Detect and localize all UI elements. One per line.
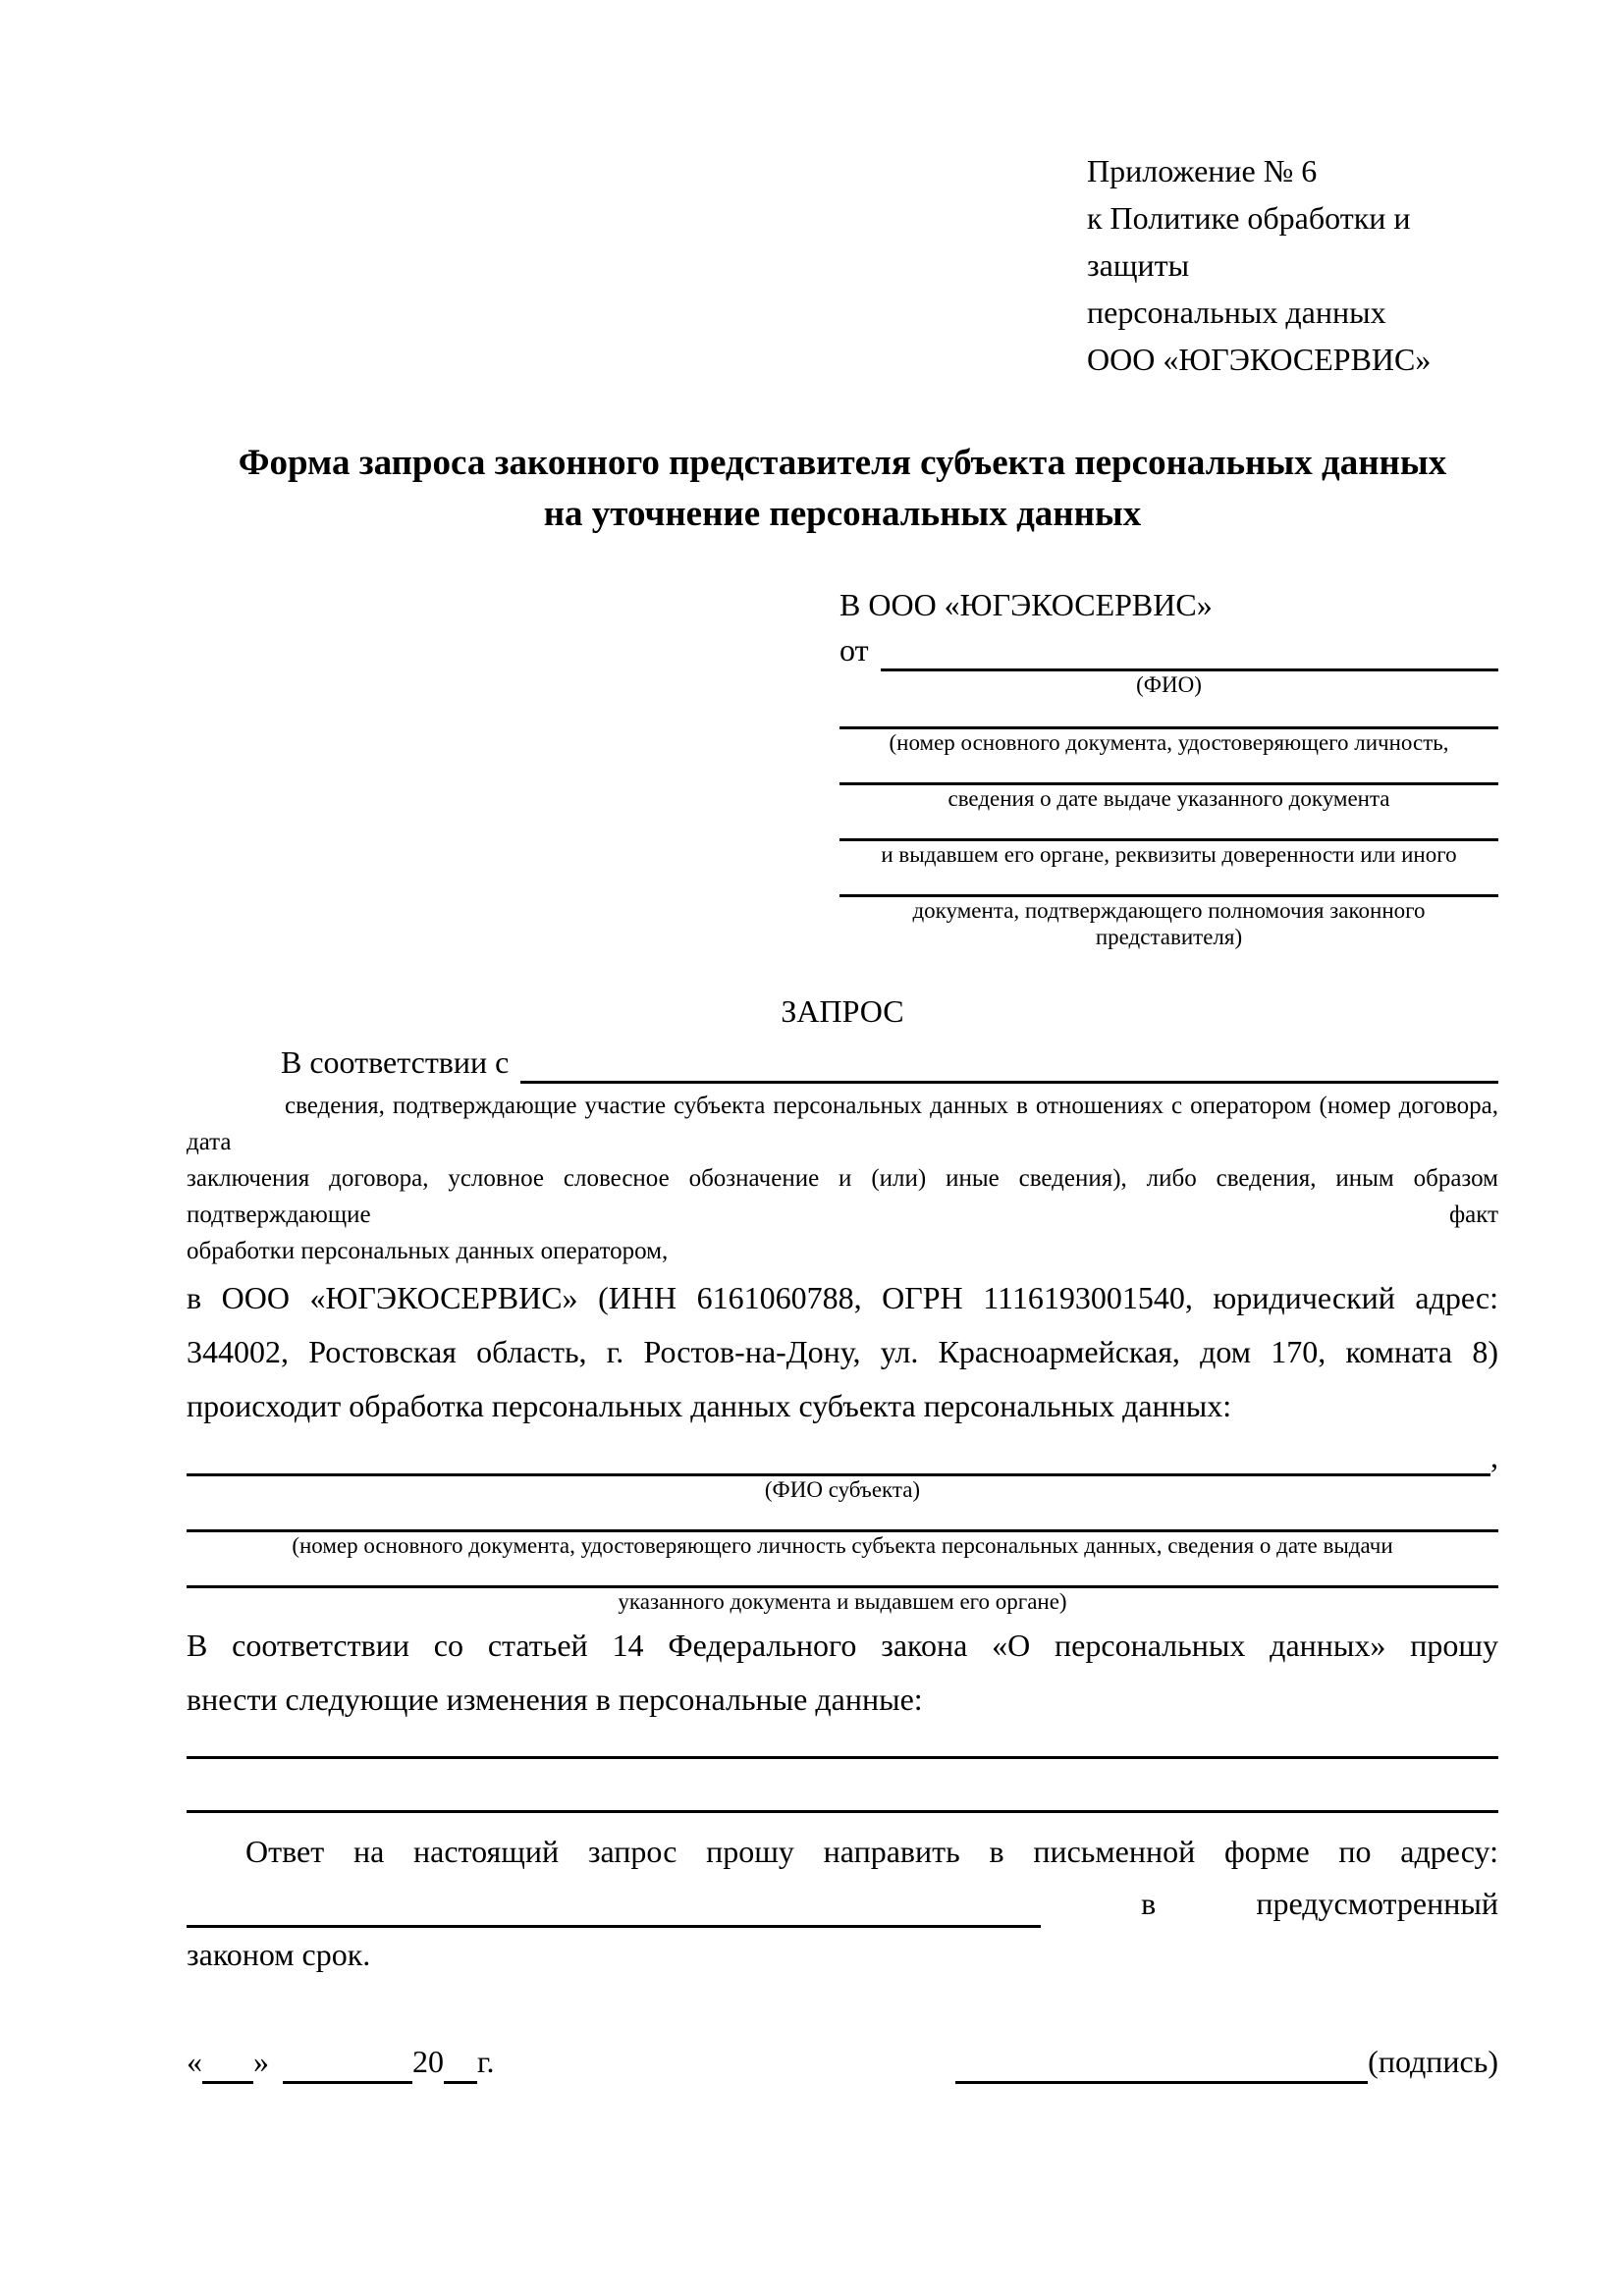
id-doc-caption: (номер основного документа, удостоверяющего личность, [889, 730, 1449, 755]
quote-open: « [187, 2044, 202, 2079]
subject-doc-fill-group [187, 1503, 1498, 1559]
date-signature-row [187, 2039, 1498, 2084]
date-year-suffix: г. [477, 2044, 495, 2079]
id-doc-fill-group [839, 698, 1498, 756]
id-doc-caption: сведения о дате выдаче указанного документа [947, 786, 1390, 811]
operator-paragraph-line: в ООО «ЮГЭКОСЕРВИС» (ИНН 6161060788, ОГРН 1116193001540, юридический адрес: [187, 1280, 1498, 1315]
quote-close: » [253, 2044, 269, 2079]
date-year-blank [444, 2049, 477, 2084]
operator-paragraph-line: происходит обработка персональных данных субъекта персональных данных: [187, 1388, 1232, 1423]
addressee-to: В ООО «ЮГЭКОСЕРВИС» [839, 587, 1213, 622]
answer-address-row [187, 1879, 1498, 1928]
from-label: от [839, 632, 869, 667]
id-doc-fill-group [839, 868, 1498, 950]
annex-note [1087, 147, 1498, 383]
basis-footnote-line: заключения договора, условное словесное обозначение и (или) иные сведения), либо сведения, иным образом подтверждающие факт [187, 1165, 1498, 1228]
subject-fio-comma: , [1490, 1439, 1498, 1474]
basis-footnote-line: сведения, подтверждающие участие субъекта персональных данных в отношениях с оператором (номер договора, дата [187, 1093, 1498, 1155]
date-month-blank [283, 2049, 412, 2084]
subject-doc-caption: указанного документа и выдавшем его органе) [618, 1589, 1067, 1614]
id-doc-blank [839, 868, 1498, 897]
law-paragraph-line: внести следующие изменения в персональные данные: [187, 1682, 923, 1717]
subject-fio-caption: (ФИО субъекта) [764, 1477, 921, 1502]
signature-line [955, 2039, 1498, 2084]
date-day-blank [202, 2049, 253, 2084]
subject-doc-fill-group [187, 1559, 1498, 1615]
basis-footnote [187, 1088, 1498, 1269]
changes-blank [187, 1756, 1498, 1759]
operator-paragraph-line: 344002, Ростовская область, г. Ростов-на-Дону, ул. Красноармейская, дом 170, комната 8) [187, 1334, 1498, 1369]
page-title [187, 438, 1498, 540]
annex-line: ООО «ЮГЭКОСЕРВИС» [1087, 342, 1432, 377]
annex-line: персональных данных [1087, 294, 1386, 330]
request-heading: ЗАПРОС [781, 993, 904, 1029]
basis-label: В соответствии с [281, 1044, 510, 1080]
answer-word-timely: предусмотренный [1256, 1886, 1498, 1921]
signature-blank [955, 2049, 1368, 2084]
basis-footnote-line: обработки персональных данных оператором, [187, 1238, 669, 1264]
basis-row [187, 1041, 1498, 1084]
id-doc-blank [839, 756, 1498, 785]
answer-closing: законом срок. [187, 1937, 371, 1972]
law-paragraph [187, 1619, 1498, 1727]
changes-blank [187, 1810, 1498, 1813]
from-row [839, 628, 1498, 671]
id-doc-fill-group [839, 812, 1498, 868]
answer-paragraph: Ответ на настоящий запрос прошу направить в письменной форме по адресу: [245, 1834, 1498, 1869]
answer-word-in: в [1141, 1886, 1157, 1921]
basis-blank [520, 1044, 1498, 1084]
date-year-prefix: 20 [412, 2044, 444, 2079]
operator-paragraph [187, 1271, 1498, 1433]
fio-blank [881, 632, 1498, 671]
law-paragraph-line: В соответствии со статьей 14 Федерального закона «О персональных данных» прошу [187, 1628, 1498, 1663]
page-title-line: на уточнение персональных данных [543, 494, 1142, 534]
address-blank [187, 1889, 1041, 1928]
id-doc-blank [839, 698, 1498, 729]
subject-fio-blank [187, 1433, 1490, 1476]
subject-doc-blank [187, 1559, 1498, 1588]
id-doc-caption: документа, подтверждающего полномочия законного представителя) [912, 898, 1426, 949]
subject-doc-caption: (номер основного документа, удостоверяющего личность субъекта персональных данных, сведения о дате выдачи [292, 1533, 1393, 1558]
id-doc-fill-group [839, 756, 1498, 812]
annex-line: к Политике обработки и защиты [1087, 200, 1411, 283]
addressee-block [839, 581, 1498, 950]
date-line [187, 2039, 495, 2084]
subject-fio-row [187, 1433, 1498, 1476]
annex-line: Приложение № 6 [1087, 153, 1318, 188]
subject-doc-blank [187, 1503, 1498, 1532]
page-title-line: Форма запроса законного представителя субъекта персональных данных [238, 443, 1447, 483]
fio-caption: (ФИО) [1136, 672, 1202, 697]
signature-caption: (подпись) [1368, 2044, 1498, 2079]
id-doc-caption: и выдавшем его органе, реквизиты доверенности или иного [881, 842, 1457, 867]
id-doc-blank [839, 812, 1498, 841]
